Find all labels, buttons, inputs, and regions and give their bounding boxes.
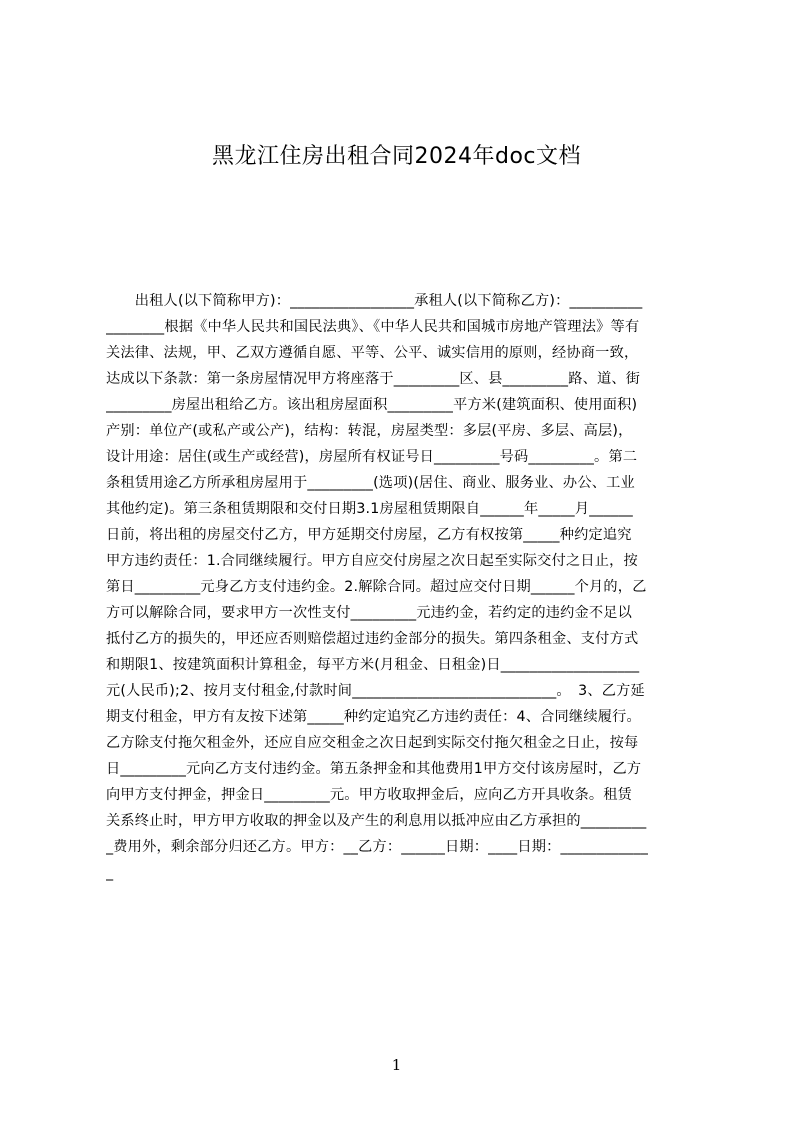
body-line: _________房屋出租给乙方。该出租房屋面积_________平方米(建筑面积、使用面积)	[106, 397, 638, 413]
body-line: 条租赁用途乙方所承租房屋用于_________(选项)(居住、商业、服务业、办公、工业	[106, 475, 635, 491]
body-line: 其他约定)。第三条租赁期限和交付日期3.1房屋租赁期限自______年_____月______	[106, 501, 633, 517]
body-line: 第日_________元身乙方支付违约金。2.解除合同。超过应交付日期______个月的，乙	[106, 579, 647, 595]
contract-body	[106, 288, 700, 886]
body-line: _	[106, 865, 114, 881]
body-line: 元(人民币);2、按月支付租金,付款时间____________________________。 3、乙方延	[106, 683, 645, 699]
page-number: 1	[391, 1056, 402, 1074]
body-line: 乙方除支付拖欠租金外，还应自应交租金之次日起到实际交付拖欠租金之日止，按每	[106, 735, 639, 751]
body-line: ________根据《中华人民共和国民法典》、《中华人民共和国城市房地产管理法》等有	[106, 319, 640, 335]
body-line: 向甲方支付押金，押金日_________元。甲方收取押金后，应向乙方开具收条。租赁	[106, 787, 633, 803]
body-line: 抵付乙方的损失的，甲还应否则赔偿超过违约金部分的损失。第四条租金、支付方式	[106, 631, 639, 647]
body-line: 方可以解除合同，要求甲方一次性支付_________元违约金，若约定的违约金不足以	[106, 605, 633, 621]
body-line: _费用外，剩余部分归还乙方。甲方：__乙方：______日期：____日期：____________	[106, 839, 649, 855]
body-line: 期支付租金，甲方有友按下述第_____种约定追究乙方违约责任：4、合同继续履行。	[106, 709, 641, 725]
document-title: 黑龙江住房出租合同2024年doc文档	[211, 144, 581, 169]
body-line: 日前，将出租的房屋交付乙方，甲方延期交付房屋，乙方有权按第_____种约定追究	[106, 527, 632, 543]
body-line: 达成以下条款：第一条房屋情况甲方将座落于_________区、县_________路、道、街	[106, 371, 641, 387]
body-line: 产别：单位产(或私产或公产)，结构：转混，房屋类型：多层(平房、多层、高层)，	[106, 423, 633, 439]
body-line: 日_________元向乙方支付违约金。第五条押金和其他费用1甲方交付该房屋时，乙方	[106, 761, 642, 777]
body-line: 关法律、法规，甲、乙双方遵循自愿、平等、公平、诚实信用的原则，经协商一致，	[106, 345, 639, 361]
body-line: 设计用途：居住(或生产或经营)，房屋所有权证号日_________号码_________。第二	[106, 449, 638, 465]
body-line: 关系终止时，甲方甲方收取的押金以及产生的利息用以抵冲应由乙方承担的_________	[106, 813, 647, 829]
body-line: 甲方违约责任：1.合同继续履行。甲方自应交付房屋之次日起至实际交付之日止，按	[106, 553, 638, 569]
body-line: 和期限1、按建筑面积计算租金，每平方米(月租金、日租金)日___________________	[106, 657, 640, 673]
body-line: 出租人(以下简称甲方)：_________________承租人(以下简称乙方)：__________	[106, 293, 643, 309]
